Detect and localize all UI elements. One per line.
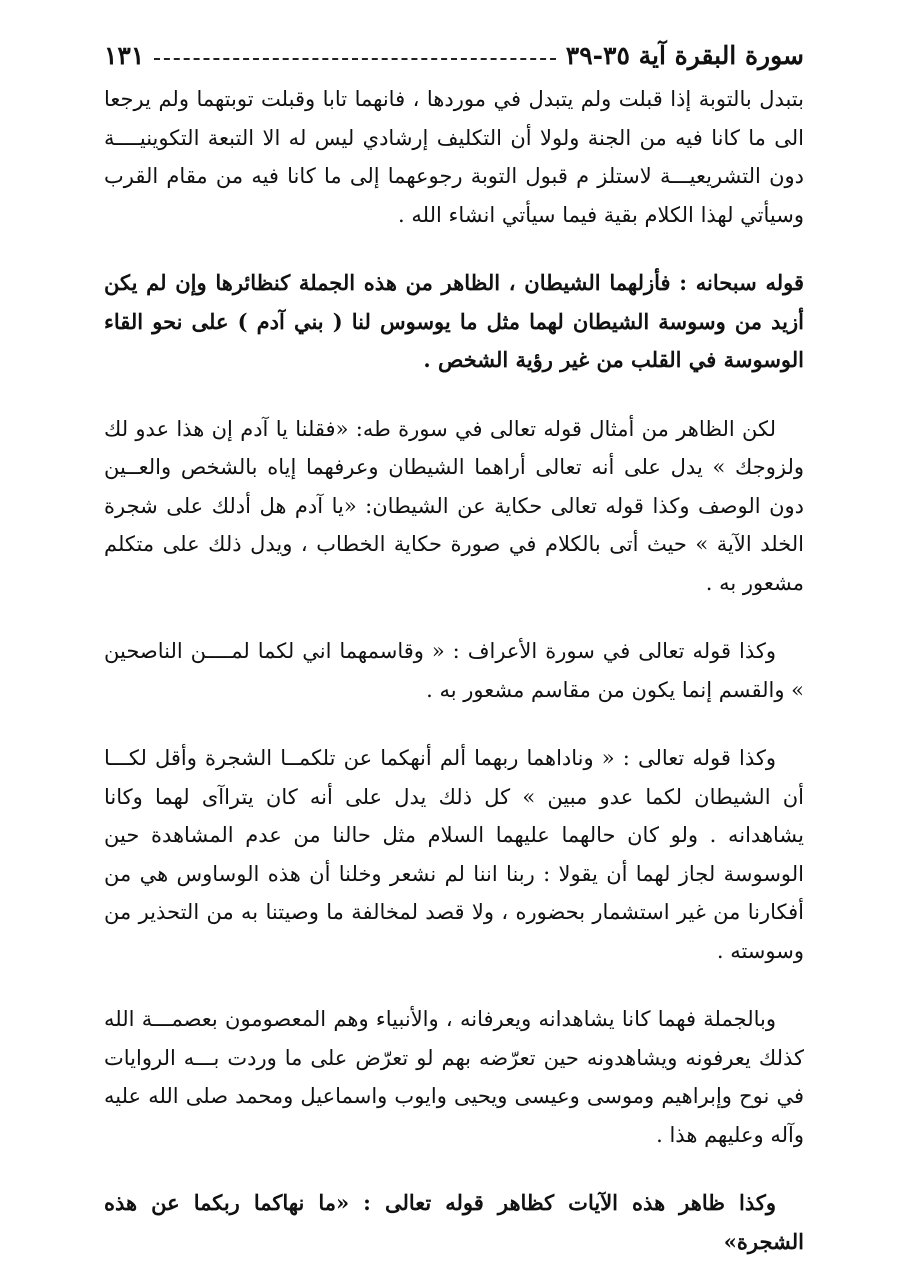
chapter-title: سورة البقرة آية ٣٥-٣٩ [565,41,804,70]
header-rule [154,58,555,60]
running-header [104,34,804,68]
page-body [104,80,804,1261]
paragraph-5: وكذا قوله تعالى : « وناداهما ربهما ألم أنهكما عن تلكمــا الشجرة وأقل لكـــا أن الشيطان لكما عدو مبين » كل ذلك يدل على أنه كان يتراآى لهما وكانا يشاهدانه . ولو كان حالهما عليهما السلام مثل حالنا من عدم المشاهدة حين الوسوسة لجاز لهما أن يقولا : ربنا اننا لم نشعر وخلنا أن هذه الوساوس هي من أفكارنا من غير استشمار بحضوره ، ولا قصد لمخالفة ما وصيتنا به من التحذير من وسوسته . [104,746,804,963]
paragraph-3: لكن الظاهر من أمثال قوله تعالى في سورة طه: «فقلنا يا آدم إن هذا عدو لك ولزوجك » يدل على أنه تعالى أراهما الشيطان وعرفهما إياه بالشخص والعــين دون الوصف وكذا قوله تعالى حكاية عن الشيطان: «يا آدم هل أدلك على شجرة الخلد الآية » حيث أتى بالكلام في صورة حكاية الخطاب ، ويدل ذلك على متكلم مشعور به . [104,416,804,595]
paragraph-6: وبالجملة فهما كانا يشاهدانه ويعرفانه ، والأنبياء وهم المعصومون بعصمـــة الله كذلك يعرفونه ويشاهدونه حين تعرّضه بهم لو تعرّض على ما وردت بـــه الروايات في نوح وإبراهيم وموسى وعيسى ويحيى وايوب واسماعيل ومحمد صلى الله عليه وآله وعليهم هذا . [104,1007,804,1147]
paragraph-1: بتبدل بالتوبة إذا قبلت ولم يتبدل في موردها ، فانهما تابا وقبلت توبتهما ولم يرجعا الى ما كانا فيه من الجنة ولولا أن التكليف إرشادي ليس له الا التبعة التكوينيــــة دون التشريعيـــة لاستلز م قبول التوبة رجوعهما إلى ما كانا فيه من مقام القرب وسيأتي لهذا الكلام بقية فيما سيأتي انشاء الله . [104,87,804,227]
page-number: ١٣١ [104,41,145,70]
paragraph-4: وكذا قوله تعالى في سورة الأعراف : « وقاسمهما اني لكما لمــــن الناصحين » والقسم إنما يكون من مقاسم مشعور به . [104,639,804,702]
paragraph-2: قوله سبحانه : فأزلهما الشيطان ، الظاهر من هذه الجملة كنظائرها وإن لم يكن أزيد من وسوسة الشيطان لهما مثل ما يوسوس لنا ( بني آدم ) على نحو القاء الوسوسة في القلب من غير رؤية الشخص . [104,270,804,372]
paragraph-7: وكذا ظاهر هذه الآيات كظاهر قوله تعالى : «ما نهاكما ربكما عن هذه الشجرة» [104,1190,804,1254]
